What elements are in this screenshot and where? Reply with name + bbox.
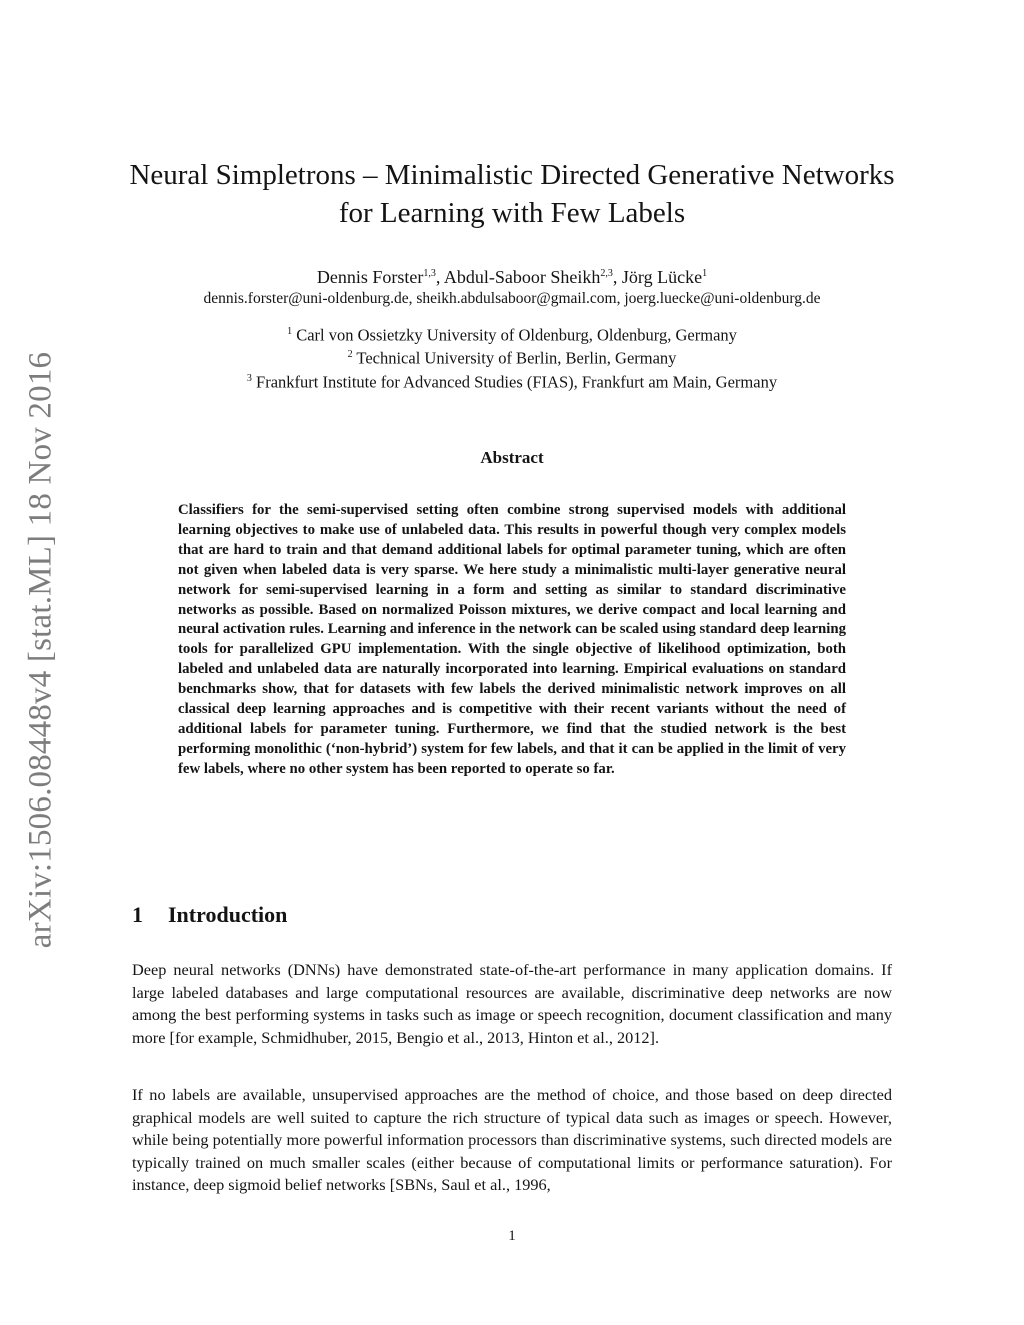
author-emails: dennis.forster@uni-oldenburg.de, sheikh.abdulsaboor@gmail.com, joerg.luecke@uni-oldenburg.de <box>203 290 821 307</box>
title-line-1: Neural Simpletrons – Minimalistic Directed Generative Networks <box>129 159 895 191</box>
arxiv-identifier-stamp: arXiv:1506.08448v4 [stat.ML] 18 Nov 2016 <box>22 351 59 949</box>
page-number: 1 <box>508 1228 516 1244</box>
author-name: Abdul-Saboor Sheikh <box>443 267 601 287</box>
affiliation <box>120 344 904 370</box>
paper-title <box>120 156 904 232</box>
author-separator: , <box>612 267 622 287</box>
author-affiliation-mark: 1 <box>702 268 708 279</box>
affiliation-text: Technical University of Berlin, Berlin, Germany <box>356 348 677 368</box>
affiliation <box>120 368 904 394</box>
abstract-text: Classifiers for the semi-supervised setting often combine strong supervised models with additional learning objectives to make use of unlabeled data. This results in powerful though very complex models that are hard to train and that demand additional labels for optimal parameter tuning, which are often not given when labeled data is very sparse. We here study a minimalistic multi-layer generative neural network for semi-supervised learning in a form and setting as similar to standard discriminative networks as possible. Based on normalized Poisson mixtures, we derive compact and local learning and neural activation rules. Learning and inference in the network can be scaled using standard deep learning tools for parallelized GPU implementation. With the single objective of likelihood optimization, both labeled and unlabeled data are naturally incorporated into learning. Empirical evaluations on standard benchmarks show, that for datasets with few labels the derived minimalistic network improves on all classical deep learning approaches and is competitive with their recent variants without the need of additional labels for parameter tuning. Furthermore, we find that the studied network is the best performing monolithic (‘non-hybrid’) system for few labels, and that it can be applied in the limit of very few labels, where no other system has been reported to operate so far. <box>178 502 846 777</box>
affiliation-mark: 1 <box>287 326 293 337</box>
body-paragraph: Deep neural networks (DNNs) have demonstrated state-of-the-art performance in many application domains. If large labeled databases and large computational resources are available, discriminative deep networks are now among the best performing systems in tasks such as image or speech recognition, document classification and many more [for example, Schmidhuber, 2015, Bengio et al., 2013, Hinton et al., 2012]. <box>132 960 892 1047</box>
section-number: 1 <box>132 902 143 927</box>
section-title: Introduction <box>168 902 288 927</box>
abstract-heading: Abstract <box>480 448 544 467</box>
author-name: Dennis Forster <box>316 267 424 287</box>
author-affiliation-mark: 1,3 <box>423 268 436 279</box>
affiliation-mark: 2 <box>347 349 353 360</box>
body-paragraph: If no labels are available, unsupervised approaches are the method of choice, and those based on deep directed graphical models are well suited to capture the rich structure of typical data such as images or speech. However, while being potentially more powerful information processors than discriminative systems, such directed models are typically trained on much smaller scales (either because of computational limits or performance saturation). For instance, deep sigmoid belief networks [SBNs, Saul et al., 1996, <box>132 1085 892 1195</box>
title-line-2: for Learning with Few Labels <box>338 197 686 229</box>
affiliation <box>120 321 904 347</box>
author-list <box>120 262 904 289</box>
affiliation-text: Carl von Ossietzky University of Oldenburg, Oldenburg, Germany <box>296 325 737 345</box>
author-affiliation-mark: 2,3 <box>600 268 613 279</box>
affiliation-text: Frankfurt Institute for Advanced Studies (FIAS), Frankfurt am Main, Germany <box>256 372 778 392</box>
author-separator: , <box>435 267 444 287</box>
section-heading <box>132 902 287 928</box>
author-name: Jörg Lücke <box>621 267 703 287</box>
affiliation-mark: 3 <box>246 373 252 384</box>
